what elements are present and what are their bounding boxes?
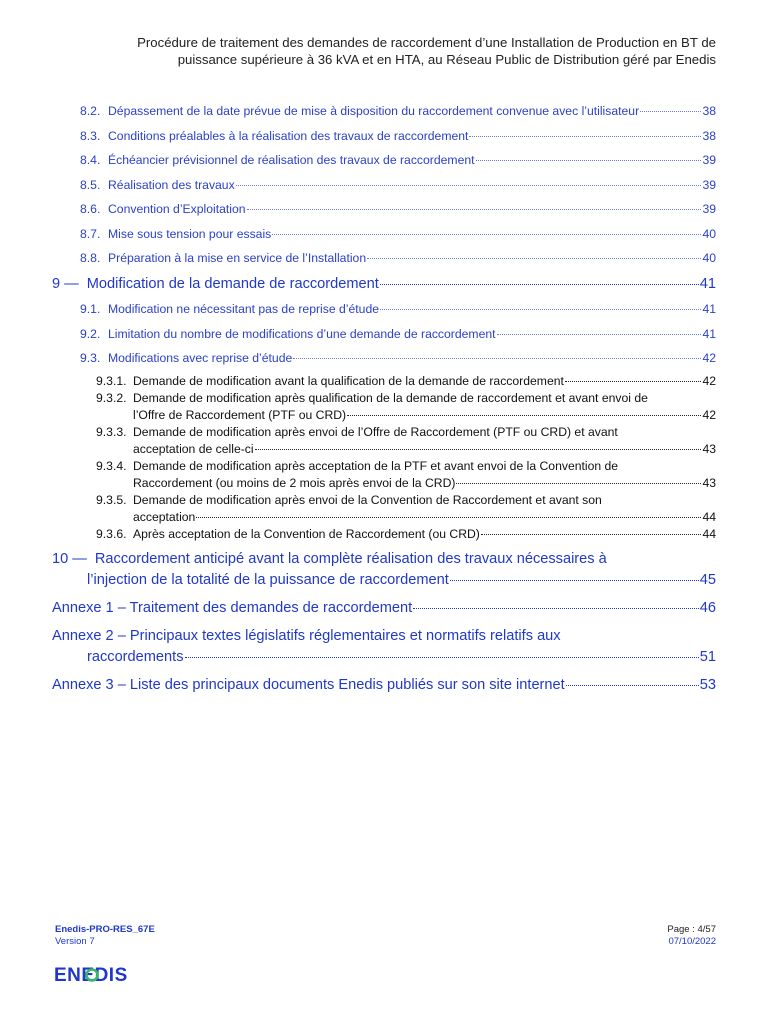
toc-number: 8.3. — [80, 129, 101, 143]
document-date: 07/10/2022 — [668, 936, 716, 947]
toc-number: 9.2. — [80, 327, 101, 341]
page-header — [40, 34, 716, 68]
toc-leader — [566, 685, 699, 686]
enedis-logo — [54, 963, 130, 985]
toc-leader — [456, 483, 701, 484]
toc-title: Demande de modification après envoi de la Convention de Raccordement et avant son — [133, 493, 602, 507]
header-line-2: puissance supérieure à 36 kVA et en HTA, au Réseau Public de Distribution géré par Enedis — [177, 52, 716, 67]
toc-page: 38 — [702, 129, 716, 143]
page-number: Page : 4/57 — [667, 924, 716, 935]
toc-number: 8.8. — [80, 251, 101, 265]
footer-page-info — [667, 924, 716, 948]
toc-page: 39 — [702, 178, 716, 192]
toc-number: 8.5. — [80, 178, 101, 192]
toc-title: Mise sous tension pour essais — [108, 227, 272, 241]
toc-leader — [247, 209, 702, 210]
toc-title: Convention d’Exploitation — [108, 202, 246, 216]
toc-page: 45 — [699, 572, 716, 588]
toc-number: 9 — — [52, 276, 79, 292]
toc-page: 42 — [702, 351, 716, 365]
document-version: Version 7 — [55, 936, 95, 947]
toc-number: 9.3.4. — [96, 459, 127, 473]
toc-entry-8-3[interactable] — [80, 129, 716, 143]
toc-entry-8-6[interactable] — [80, 202, 716, 216]
toc-title: Demande de modification après qualification de la demande de raccordement et avant envoi de — [133, 391, 648, 405]
toc-entry-8-4[interactable] — [80, 153, 716, 167]
toc-page: 44 — [702, 527, 716, 541]
toc-number: 9.1. — [80, 302, 101, 316]
toc-page: 41 — [699, 276, 716, 292]
toc-title-cont: l’Offre de Raccordement (PTF ou CRD) — [133, 408, 347, 422]
toc-entry-8-7[interactable] — [80, 227, 716, 241]
toc-leader — [367, 258, 701, 259]
toc-entry-10[interactable] — [87, 572, 716, 588]
toc-entry-annexe-2-line1[interactable] — [52, 628, 716, 644]
toc-page: 39 — [702, 202, 716, 216]
toc-title: Réalisation des travaux — [108, 178, 235, 192]
toc-title: Dépassement de la date prévue de mise à disposition du raccordement convenue avec l’utilisateur — [108, 104, 640, 118]
toc-page: 40 — [702, 227, 716, 241]
toc-leader — [476, 160, 702, 161]
toc-title: Raccordement anticipé avant la complète réalisation des travaux nécessaires à — [94, 551, 607, 567]
toc-number: 8.4. — [80, 153, 101, 167]
toc-title: Modifications avec reprise d’étude — [108, 351, 293, 365]
toc-page: 38 — [702, 104, 716, 118]
toc-page: 41 — [702, 302, 716, 316]
toc-leader — [380, 284, 699, 285]
toc-page: 43 — [702, 476, 716, 490]
toc-page: 42 — [702, 374, 716, 388]
toc-entry-8-5[interactable] — [80, 178, 716, 192]
toc-page: 46 — [699, 600, 716, 616]
toc-page: 41 — [702, 327, 716, 341]
toc-page: 53 — [699, 677, 716, 693]
toc-title: Annexe 2 – Principaux textes législatifs réglementaires et normatifs relatifs aux — [52, 628, 561, 644]
toc-leader — [236, 185, 702, 186]
toc-leader — [196, 517, 701, 518]
toc-page: 51 — [699, 649, 716, 665]
toc-entry-9-3-5[interactable] — [133, 510, 716, 524]
toc-title: Limitation du nombre de modifications d’une demande de raccordement — [108, 327, 496, 341]
toc-title: Annexe 3 – Liste des principaux documents Enedis publiés sur son site internet — [52, 677, 565, 693]
toc-page: 40 — [702, 251, 716, 265]
toc-title-cont: l’injection de la totalité de la puissance de raccordement — [87, 572, 449, 588]
toc-entry-9-3-5-line1[interactable] — [96, 493, 716, 507]
footer-document-info — [55, 924, 155, 948]
toc-entry-10-line1[interactable] — [52, 551, 716, 567]
toc-leader — [272, 234, 701, 235]
toc-entry-9-3-1[interactable] — [96, 374, 716, 388]
toc-number: 9.3.5. — [96, 493, 127, 507]
toc-entry-9-1[interactable] — [80, 302, 716, 316]
toc-entry-9-3-4-line1[interactable] — [96, 459, 716, 473]
toc-entry-9-3-4[interactable] — [133, 476, 716, 490]
toc-title: Modification de la demande de raccordement — [86, 276, 379, 292]
toc-title: Conditions préalables à la réalisation des travaux de raccordement — [108, 129, 469, 143]
toc-entry-9-3[interactable] — [80, 351, 716, 365]
toc-leader — [565, 381, 702, 382]
toc-leader — [469, 136, 701, 137]
toc-entry-annexe-3[interactable] — [52, 677, 716, 693]
toc-number: 8.2. — [80, 104, 101, 118]
toc-number: 9.3.3. — [96, 425, 127, 439]
toc-page: 43 — [702, 442, 716, 456]
toc-entry-9-3-3[interactable] — [133, 442, 716, 456]
document-reference: Enedis-PRO-RES_67E — [55, 924, 155, 935]
toc-entry-annexe-2[interactable] — [87, 649, 716, 665]
toc-title: Après acceptation de la Convention de Raccordement (ou CRD) — [133, 527, 480, 541]
logo-wordmark: ENEDIS — [54, 965, 128, 985]
toc-number: 9.3.1. — [96, 374, 127, 388]
toc-leader — [640, 111, 701, 112]
toc-title-cont: acceptation de celle-ci — [133, 442, 254, 456]
toc-title-cont: acceptation — [133, 510, 196, 524]
toc-entry-8-8[interactable] — [80, 251, 716, 265]
toc-leader — [481, 534, 702, 535]
toc-title: Annexe 1 – Traitement des demandes de raccordement — [52, 600, 413, 616]
toc-entry-9[interactable] — [52, 276, 716, 292]
toc-entry-8-2[interactable] — [80, 104, 716, 118]
toc-entry-9-3-2-line1[interactable] — [96, 391, 716, 405]
toc-title: Préparation à la mise en service de l’Installation — [108, 251, 367, 265]
toc-number: 9.3.6. — [96, 527, 127, 541]
toc-page: 42 — [702, 408, 716, 422]
toc-title: Échéancier prévisionnel de réalisation des travaux de raccordement — [108, 153, 475, 167]
toc-leader — [185, 657, 699, 658]
toc-title: Demande de modification après acceptation de la PTF et avant envoi de la Convention de — [133, 459, 619, 473]
toc-number: 9.3. — [80, 351, 101, 365]
toc-title-cont: raccordements — [87, 649, 184, 665]
toc-entry-annexe-1[interactable] — [52, 600, 716, 616]
toc-entry-9-3-3-line1[interactable] — [96, 425, 716, 439]
toc-leader — [255, 449, 702, 450]
toc-entry-9-3-2[interactable] — [133, 408, 716, 422]
toc-page: 39 — [702, 153, 716, 167]
toc-leader — [413, 608, 699, 609]
toc-title: Modification ne nécessitant pas de reprise d’étude — [108, 302, 379, 316]
toc-number: 9.3.2. — [96, 391, 127, 405]
toc-entry-9-3-6[interactable] — [96, 527, 716, 541]
toc-title: Demande de modification avant la qualification de la demande de raccordement — [133, 374, 564, 388]
header-line-1: Procédure de traitement des demandes de raccordement d’une Installation de Production en BT de — [137, 35, 716, 50]
toc-leader — [380, 309, 701, 310]
toc-title-cont: Raccordement (ou moins de 2 mois après envoi de la CRD) — [133, 476, 456, 490]
toc-number: 8.7. — [80, 227, 101, 241]
toc-title: Demande de modification après envoi de l’Offre de Raccordement (PTF ou CRD) et avant — [133, 425, 618, 439]
toc-leader — [497, 334, 702, 335]
toc-leader — [450, 580, 699, 581]
toc-leader — [347, 415, 701, 416]
toc-number: 8.6. — [80, 202, 101, 216]
toc-entry-9-2[interactable] — [80, 327, 716, 341]
toc-page: 44 — [702, 510, 716, 524]
toc-leader — [293, 358, 701, 359]
toc-number: 10 — — [52, 551, 87, 567]
